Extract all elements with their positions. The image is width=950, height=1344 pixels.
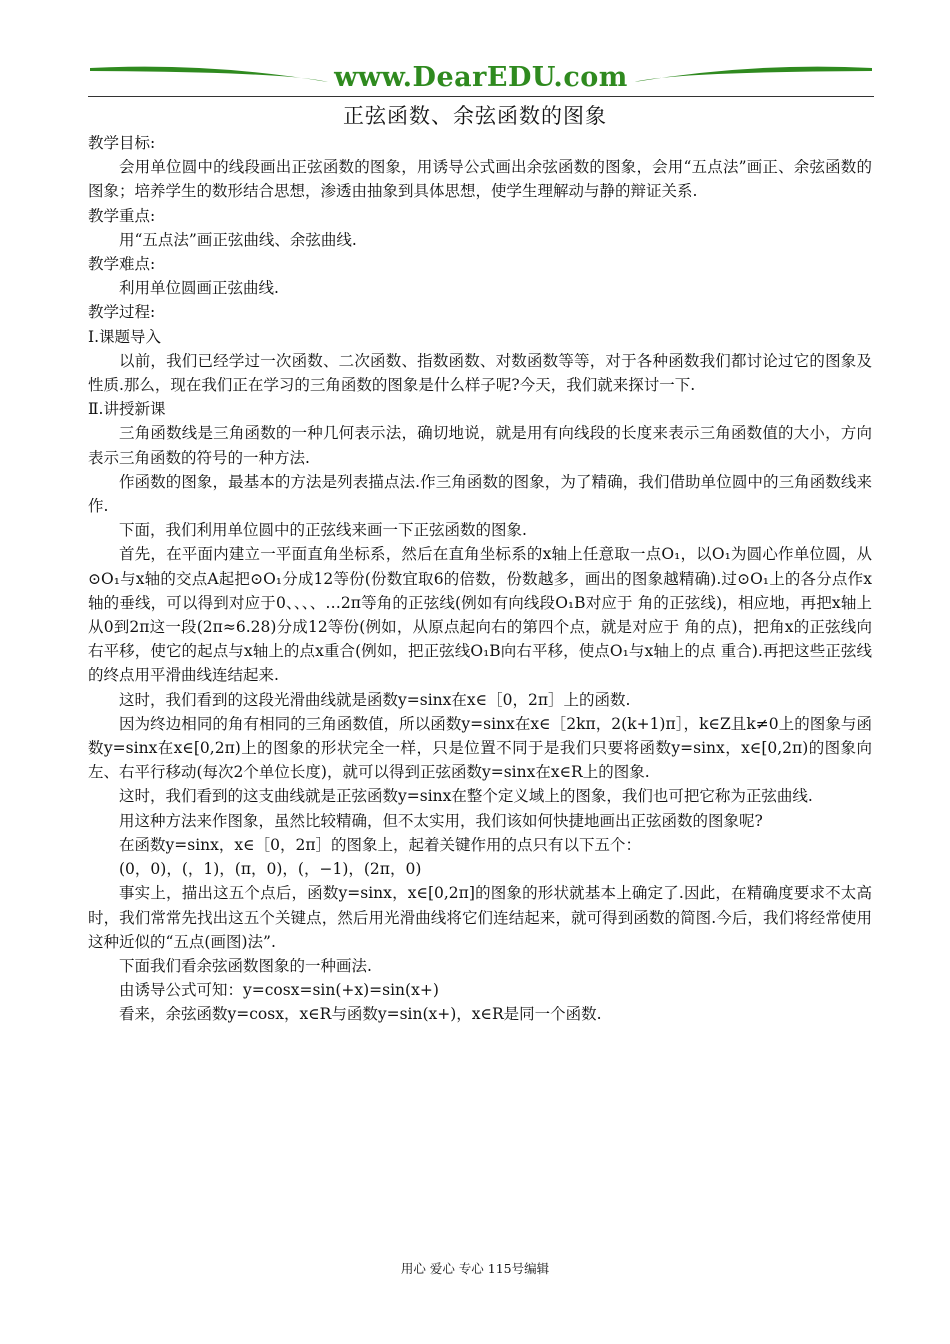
- paragraph: 首先，在平面内建立一平面直角坐标系，然后在直角坐标系的x轴上任意取一点O₁，以O₁为圆心作单位圆，从⊙O₁与x轴的交点A起把⊙O₁分成12等份(份数宜取6的倍数，份数越多，画出的图象越精确).过⊙O₁上的各分点作x轴的垂线，可以得到对应于0、、、、…2π等角的正弦线(例如有向线段O₁B对应于 角的正弦线)，相应地，再把x轴上从0到2π这一段(2π≈6.28)分成12等份(例如，从原点起向右的第四个点，就是对应于 角的点)，把角x的正弦线向右平移，使它的起点与x轴上的点x重合(例如，把正弦线O₁B向右平移，使点O₁与x轴上的点 重合).再把这些正弦线的终点用平滑曲线连结起来.: [88, 545, 872, 685]
- page-footer: 用心 爱心 专心 115号编辑: [400, 1261, 550, 1276]
- section-heading: Ⅰ.课题导入: [88, 327, 162, 346]
- article-body: [88, 131, 872, 1027]
- paragraph: 因为终边相同的角有相同的三角函数值，所以函数y=sinx在x∈［2kπ，2(k+1)π］，k∈Z且k≠0上的图象与函数y=sinx在x∈[0,2π)上的图象的形状完全一样，只是位置不同于是我们只要将函数y=sinx，x∈[0,2π)的图象向左、右平行移动(每次2个单位长度)，就可以得到正弦函数y=sinx在x∈R上的图象.: [88, 714, 872, 782]
- paragraph: 会用单位圆中的线段画出正弦函数的图象，用诱导公式画出余弦函数的图象，会用“五点法”画正、余弦函数的图象；培养学生的数形结合思想，渗透由抽象到具体思想，使学生理解动与静的辩证关系.: [88, 158, 872, 201]
- paragraph: 看来，余弦函数y=cosx，x∈R与函数y=sin(x+)，x∈R是同一个函数.: [119, 1005, 602, 1024]
- paragraph: 用这种方法来作图象，虽然比较精确，但不太实用，我们该如何快捷地画出正弦函数的图象呢?: [119, 811, 763, 830]
- paragraph: 下面，我们利用单位圆中的正弦线来画一下正弦函数的图象.: [119, 521, 527, 540]
- paragraph: 三角函数线是三角函数的一种几何表示法，确切地说，就是用有向线段的长度来表示三角函数值的大小，方向表示三角函数的符号的一种方法.: [88, 424, 872, 467]
- site-banner: [88, 58, 874, 98]
- site-logo-text: www.DearEDU.com: [334, 62, 628, 93]
- section-heading: 教学过程:: [88, 303, 156, 322]
- paragraph: 以前，我们已经学过一次函数、二次函数、指数函数、对数函数等等，对于各种函数我们都讨论过它的图象及性质.那么，现在我们正在学习的三角函数的图象是什么样子呢?今天，我们就来探讨一下.: [88, 351, 872, 395]
- paragraph: 用“五点法”画正弦曲线、余弦曲线.: [119, 230, 357, 249]
- section-heading: 教学难点:: [88, 255, 156, 274]
- paragraph: 事实上，描出这五个点后，函数y=sinx，x∈[0,2π]的图象的形状就基本上确定了.因此，在精确度要求不太高时，我们常常先找出这五个关键点，然后用光滑曲线将它们连结起来，就可得到函数的简图.今后，我们将经常使用这种近似的“五点(画图)法”.: [88, 884, 872, 951]
- paragraph: 由诱导公式可知：y=cosx=sin(+x)=sin(x+): [119, 981, 439, 1000]
- section-heading: 教学重点:: [88, 206, 156, 225]
- paragraph: 下面我们看余弦函数图象的一种画法.: [119, 956, 372, 975]
- paragraph: 利用单位圆画正弦曲线.: [119, 279, 279, 298]
- header-rule: [88, 96, 874, 97]
- paragraph: 在函数y=sinx，x∈［0，2π］的图象上，起着关键作用的点只有以下五个：: [119, 835, 642, 854]
- paragraph: (0，0)，(，1)，(π，0)，(，−1)，(2π，0): [119, 860, 422, 879]
- section-heading: Ⅱ.讲授新课: [88, 400, 166, 419]
- section-heading: 教学目标:: [88, 134, 156, 152]
- paragraph: 作函数的图象，最基本的方法是列表描点法.作三角函数的图象，为了精确，我们借助单位圆中的三角函数线来作.: [88, 472, 872, 516]
- paragraph: 这时，我们看到的这支曲线就是正弦函数y=sinx在整个定义域上的图象，我们也可把它称为正弦曲线.: [119, 787, 813, 806]
- page-title: 正弦函数、余弦函数的图象: [343, 104, 607, 128]
- paragraph: 这时，我们看到的这段光滑曲线就是函数y=sinx在x∈［0，2π］上的函数.: [119, 690, 631, 709]
